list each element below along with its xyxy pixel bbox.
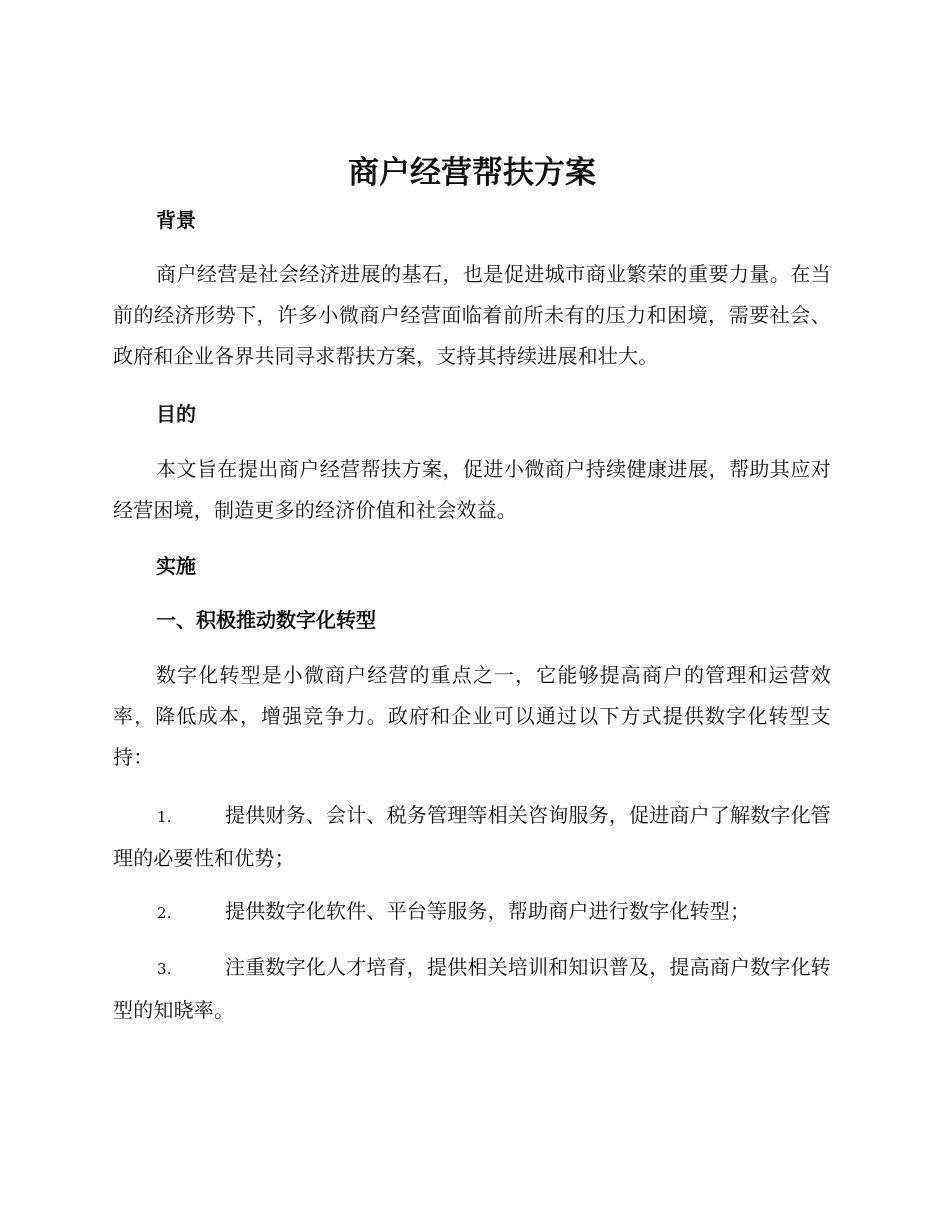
list-item xyxy=(113,947,831,1031)
section-heading-background: 背景 xyxy=(156,208,196,232)
paragraph-digital: 数字化转型是小微商户经营的重点之一，它能够提高商户的管理和运营效率，降低成本，增强竞争力。政府和企业可以通过以下方式提供数字化转型支持： xyxy=(113,663,831,769)
list-item-text: 提供数字化软件、平台等服务，帮助商户进行数字化转型； xyxy=(225,899,751,923)
subsection-heading-digital: 一、积极推动数字化转型 xyxy=(156,608,376,632)
list-item-text: 提供财务、会计、税务管理等相关咨询服务，促进商户了解数字化管理的必要性和优势； xyxy=(113,803,831,870)
document-title: 商户经营帮扶方案 xyxy=(348,155,596,191)
list-item xyxy=(113,891,831,934)
section-heading-purpose: 目的 xyxy=(156,402,196,426)
paragraph-purpose: 本文旨在提出商户经营帮扶方案，促进小微商户持续健康进展，帮助其应对经营困境，制造更多的经济价值和社会效益。 xyxy=(113,457,831,522)
list-item-number: 1. xyxy=(157,808,172,826)
list-item-number: 3. xyxy=(157,960,172,978)
list-item xyxy=(113,795,831,879)
paragraph-background: 商户经营是社会经济进展的基石，也是促进城市商业繁荣的重要力量。在当前的经济形势下，许多小微商户经营面临着前所未有的压力和困境，需要社会、政府和企业各界共同寻求帮扶方案，支持其持续进展和壮大。 xyxy=(113,262,831,368)
list-item-text: 注重数字化人才培育，提供相关培训和知识普及，提高商户数字化转型的知晓率。 xyxy=(113,955,831,1022)
section-heading-implementation: 实施 xyxy=(156,554,196,578)
list-item-number: 2. xyxy=(157,904,172,922)
